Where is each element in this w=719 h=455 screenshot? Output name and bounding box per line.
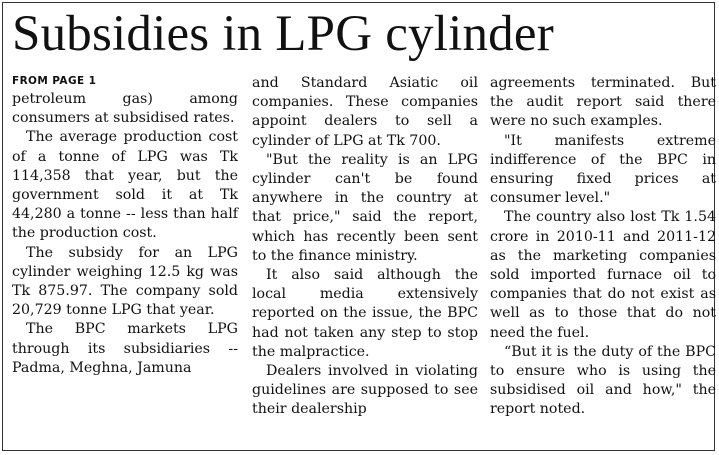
paragraph: "But the reality is an LPG cylinder can't be found anywhere in the country at that price," said the report, which has recently been sent to the finance ministry. (252, 151, 478, 264)
paragraph: "It manifests extreme indifference of the BPC in ensuring fixed prices at consumer level." (490, 132, 716, 207)
article-column-1 (12, 74, 238, 378)
article-column-3 (490, 74, 716, 420)
paragraph: Dealers involved in violating guidelines are supposed to see their dealership (252, 363, 478, 418)
paragraph: The BPC markets LPG through its subsidiaries -- Padma, Meghna, Jamuna (12, 321, 238, 376)
paragraph: “But it is the duty of the BPC to ensure who is using the subsidised oil and how," the report noted. (490, 343, 716, 418)
paragraph: petroleum gas) among consumers at subsidised rates. (12, 91, 238, 127)
paragraph: The subsidy for an LPG cylinder weighing 12.5 kg was Tk 875.97. The company sold 20,729 tonne LPG that year. (12, 244, 238, 319)
paragraph: It also said although the local media extensively reported on the issue, the BPC had not taken any step to stop the malpractice. (252, 267, 478, 360)
article-column-2 (252, 74, 478, 420)
paragraph: and Standard Asiatic oil companies. These companies appoint dealers to sell a cylinder of LPG at Tk 700. (252, 75, 478, 149)
headline: Subsidies in LPG cylinder (12, 6, 554, 62)
paragraph: agreements terminated. But the audit report said there were no such examples. (490, 75, 716, 130)
continuation-kicker: FROM PAGE 1 (12, 75, 97, 87)
paragraph: The country also lost Tk 1.54 crore in 2010-11 and 2011-12 as the marketing companies sold imported furnace oil to companies that do not exist as well as to those that do not need the fuel. (490, 209, 716, 341)
paragraph: The average production cost of a tonne of LPG was Tk 114,358 that year, but the government sold it at Tk 44,280 a tonne -- less than half the production cost. (12, 129, 238, 242)
